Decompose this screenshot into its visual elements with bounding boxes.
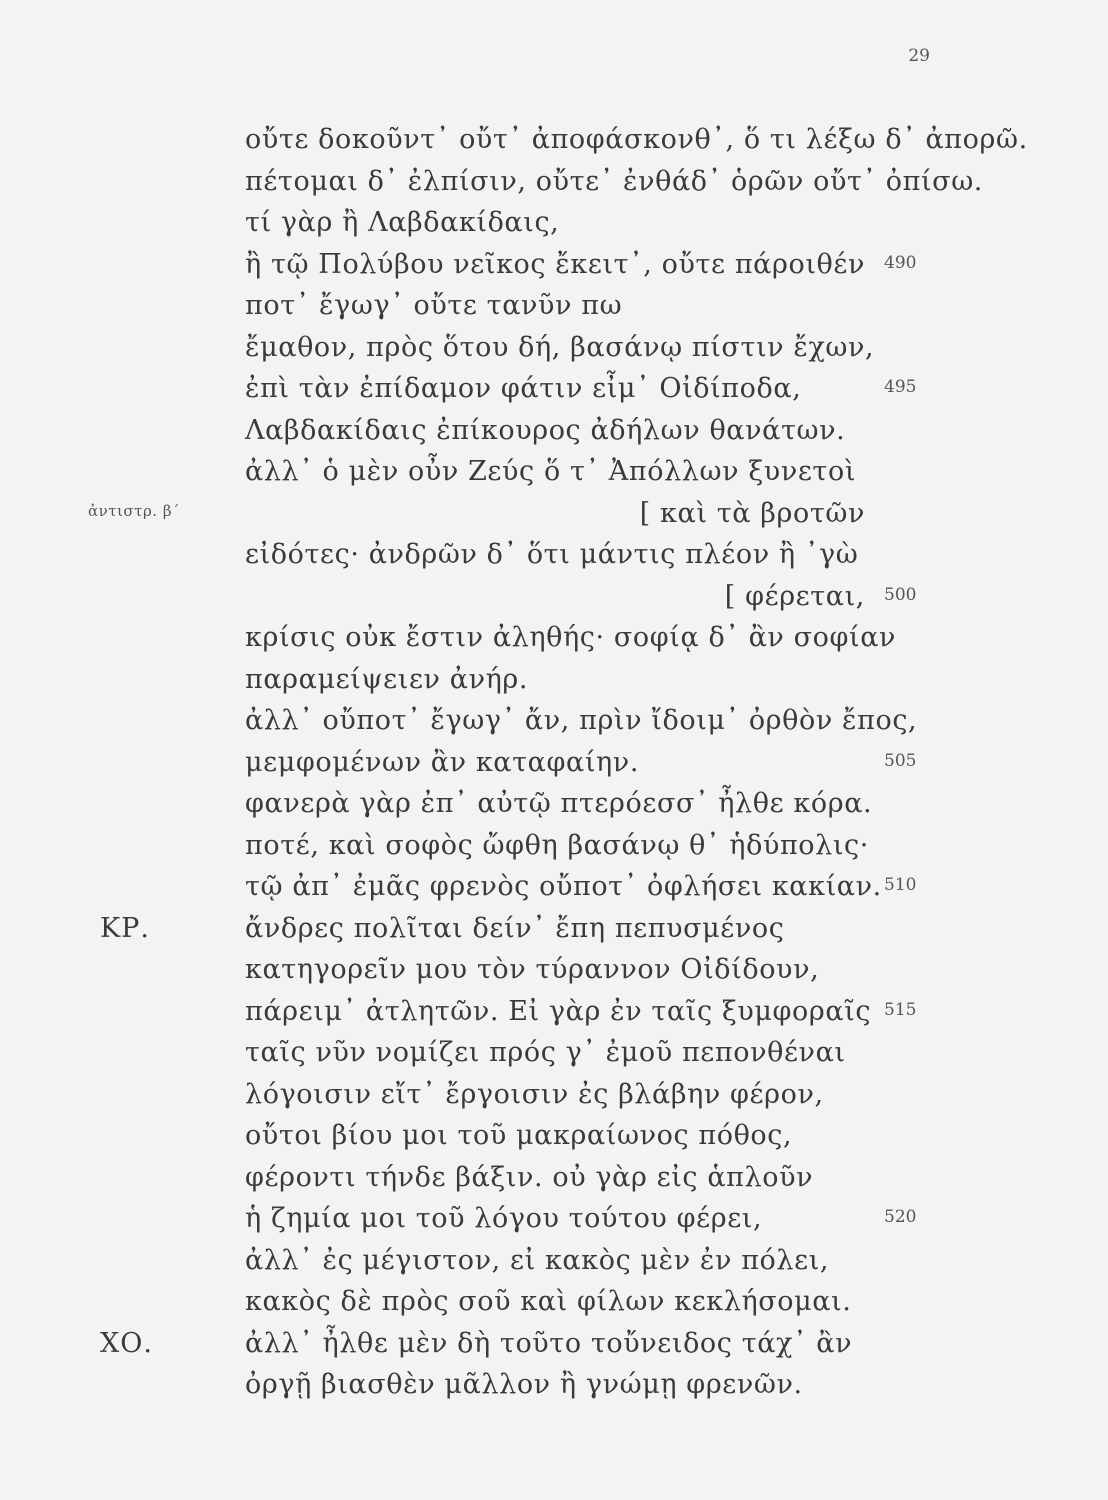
verse-text: πέτομαι δ᾽ ἐλπίσιν, οὔτε᾽ ἐνθάδ᾽ ὁρῶν οὔτ᾽ ὀπίσω. [245,165,983,197]
verse-text: παραμείψειεν ἀνήρ. [245,663,529,695]
speaker-label: ΚΡ. [100,912,150,944]
verse-line [0,369,1108,415]
verse-text: οὔτοι βίου μοι τοῦ μακραίωνος πόθος, [245,1120,793,1151]
verse-line [0,1033,1108,1079]
verse-text: [ καὶ τὰ βροτῶν [639,497,865,529]
verse-text: ἀλλ᾽ οὔποτ᾽ ἔγωγ᾽ ἄν, πρὶν ἴδοιμ᾽ ὀρθὸν ἔπος, [245,705,918,736]
verse-text: ἄνδρες πολῖται δείν᾽ ἔπη πεπυσμένος [245,912,785,944]
verse-text: λόγοισιν εἴτ᾽ ἔργοισιν ἐς βλάβην φέρον, [245,1078,824,1110]
marginal-note: ἀντιστρ. β´ [88,501,180,520]
line-number: 495 [884,377,917,397]
verse-line [0,452,1108,498]
verse-text: ποτ᾽ ἔγωγ᾽ οὔτε τανῦν πω [245,290,623,321]
line-number: 505 [884,750,917,771]
verse-line [0,1282,1108,1328]
verse-line [0,203,1108,249]
verse-line [0,992,1108,1038]
verse-text: ἀλλ᾽ ὁ μὲν οὖν Ζεύς ὅ τ᾽ Ἀπόλλων ξυνετοὶ [245,456,856,487]
verse-text: τί γὰρ ἢ Λαβδακίδαις, [245,207,560,238]
verse-line [0,577,1108,623]
verse-text: εἰδότες· ἀνδρῶν δ᾽ ὅτι μάντις πλέον ἢ ᾽γὼ [245,539,859,570]
verse-line [0,1324,1108,1370]
verse-text: φέροντι τήνδε βάξιν. οὐ γὰρ εἰς ἁπλοῦν [245,1161,814,1193]
verse-line [0,701,1108,747]
verse-line [0,950,1108,996]
verse-line [0,1241,1108,1287]
verse-text: κρίσις οὐκ ἔστιν ἀληθής· σοφίᾳ δ᾽ ἂν σοφίαν [245,622,897,653]
verse-text: ποτέ, καὶ σοφὸς ὤφθη βασάνῳ θ᾽ ἡδύπολις· [245,829,869,861]
verse-line [0,411,1108,457]
verse-line [0,826,1108,872]
verse-text: ἢ τῷ Πολύβου νεῖκος ἔκειτ᾽, οὔτε πάροιθέν [245,248,865,280]
verse-line [0,867,1108,913]
verse-text: ἀλλ᾽ ἐς μέγιστον, εἰ κακὸς μὲν ἐν πόλει, [245,1244,830,1276]
speaker-label: ΧΟ. [100,1327,153,1359]
verse-line [0,618,1108,664]
line-number: 515 [884,999,917,1020]
verse-line [0,245,1108,291]
verse-text: Λαβδακίδαις ἐπίκουρος ἀδήλων θανάτων. [245,414,846,446]
verse-line [0,1116,1108,1162]
verse-line [0,909,1108,955]
verse-text: οὔτε δοκοῦντ᾽ οὔτ᾽ ἀποφάσκονθ᾽, ὅ τι λέξω δ᾽ ἀπορῶ. [245,124,1028,155]
verse-line [0,162,1108,208]
page-number: 29 [908,46,930,66]
line-number: 500 [884,584,917,605]
verse-text: μεμφομένων ἂν καταφαίην. [245,746,640,778]
line-number: 520 [884,1207,917,1227]
verse-line [0,1158,1108,1204]
verse-text: ταῖς νῦν νομίζει πρός γ᾽ ἐμοῦ πεπονθέναι [245,1037,846,1068]
verse-line [0,1075,1108,1121]
verse-line [0,660,1108,706]
verse-text: ἡ ζημία μοι τοῦ λόγου τούτου φέρει, [245,1203,763,1234]
line-number: 510 [884,875,917,895]
verse-text: ὀργῇ βιασθὲν μᾶλλον ἢ γνώμῃ φρενῶν. [245,1369,803,1400]
verse-line [0,286,1108,332]
verse-text: ἔμαθον, πρὸς ὅτου δή, βασάνῳ πίστιν ἔχων, [245,331,875,363]
verse-text: ἐπὶ τὰν ἐπίδαμον φάτιν εἶμ᾽ Οἰδίποδα, [245,373,802,404]
verse-text: ἀλλ᾽ ἦλθε μὲν δὴ τοῦτο τοὔνειδος τάχ᾽ ἂν [245,1327,853,1359]
verse-line [0,784,1108,830]
verse-text: κακὸς δὲ πρὸς σοῦ καὶ φίλων κεκλήσομαι. [245,1286,852,1317]
verse-text: κατηγορεῖν μου τὸν τύραννον Οἰδίδουν, [245,954,820,985]
verse-line [0,1199,1108,1245]
verse-line [0,743,1108,789]
verse-text: φανερὰ γὰρ ἐπ᾽ αὐτῷ πτερόεσσ᾽ ἦλθε κόρα. [245,788,873,819]
verse-text: τῷ ἀπ᾽ ἐμᾶς φρενὸς οὔποτ᾽ ὀφλήσει κακίαν. [245,871,882,902]
verse-text: [ φέρεται, [724,580,865,612]
line-number: 490 [884,252,917,273]
verse-line [0,120,1108,166]
verse-line [0,328,1108,374]
verse-text: πάρειμ᾽ ἀτλητῶν. Εἰ γὰρ ἐν ταῖς ξυμφοραῖς [245,995,872,1027]
verse-line [0,494,1108,540]
verse-line [0,535,1108,581]
verse-line [0,1365,1108,1411]
